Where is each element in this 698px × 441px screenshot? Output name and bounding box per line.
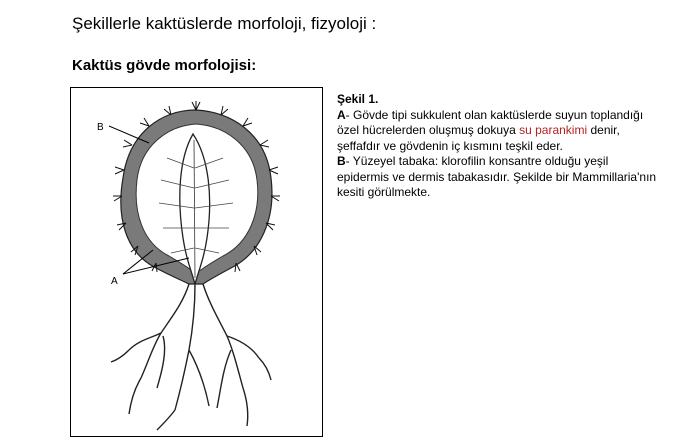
caption-b-key: B [337,154,346,168]
caption-a-text-after: denir, şeffafdır ve gövdenin iç kısmını teşkil eder. [337,123,620,153]
caption-b-paragraph [337,154,657,201]
caption-b-text: - Yüzeyel tabaka: klorofilin konsantre olduğu yeşil epidermis ve dermis tabakasıdır. Şekilde bir Mammillaria'nın kesiti görülmekte. [337,154,657,199]
caption-a-term: su parankimi [519,123,588,137]
caption-a-text-before: - Gövde tipi sukkulent olan kaktüslerde suyun toplandığı özel hücrelerden oluşmuş dokuya [337,107,644,137]
page-title: Şekillerle kaktüslerde morfoloji, fizyoloji : [72,14,377,33]
figure-number: Şekil 1. [337,92,379,106]
cactus-cross-section-figure [70,87,323,437]
caption-a-key: A [337,107,346,122]
cactus-drawing [71,88,322,436]
figure-caption [337,92,657,201]
caption-a-paragraph [337,108,657,155]
section-title: Kaktüs gövde morfolojisi: [72,57,257,74]
figure-label-b: B [97,122,104,133]
figure-label-a: A [111,276,118,287]
roots [111,284,271,430]
